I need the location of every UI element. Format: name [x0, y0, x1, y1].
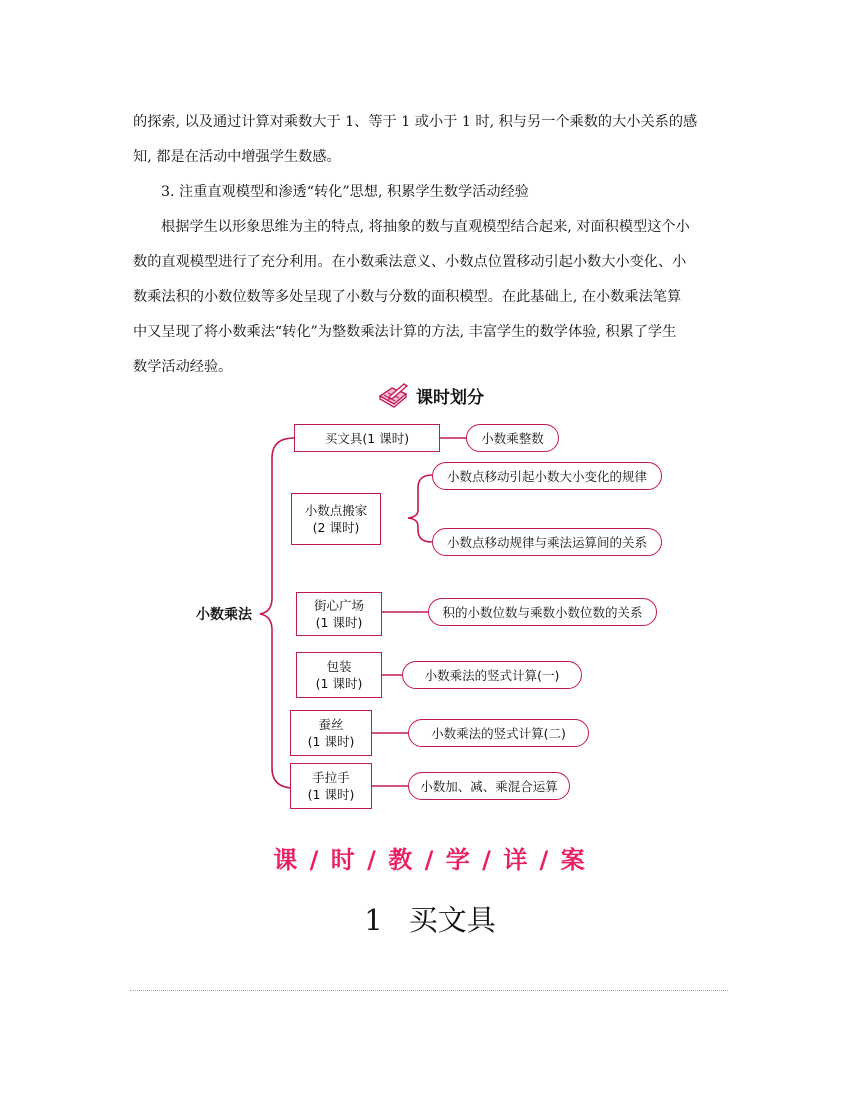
unit-name: 蚕丝: [318, 717, 344, 732]
schedule-title: 课时划分: [416, 387, 484, 408]
topic-pill: 小数乘整数: [466, 424, 559, 452]
unit-name: 街心广场: [313, 598, 364, 613]
topic-pill: 小数乘法的竖式计算(二): [408, 719, 589, 747]
text-line: 的探索, 以及通过计算对乘数大于 1、等于 1 或小于 1 时, 积与另一个乘数的大小关系的感: [133, 114, 698, 130]
text-line: 根据学生以形象思维为主的特点, 将抽象的数与直观模型结合起来, 对面积模型这个小: [161, 219, 690, 235]
unit-box-6: [290, 763, 372, 809]
unit-hours: (2 课时): [312, 520, 360, 535]
root-label: 小数乘法: [196, 607, 252, 623]
dotted-divider: [130, 990, 728, 991]
lesson-number: 1: [364, 903, 383, 937]
topic-pill: 小数点移动规律与乘法运算间的关系: [432, 528, 662, 556]
text-line: 数乘法积的小数位数等多处呈现了小数与分数的面积模型。在此基础上, 在小数乘法笔算: [133, 289, 682, 305]
topic-pill: 积的小数位数与乘数小数位数的关系: [428, 598, 657, 626]
unit-hours: (1 课时): [307, 787, 355, 802]
section-banner: 课 / 时 / 教 / 学 / 详 / 案: [273, 846, 587, 874]
unit-hours: (1 课时): [307, 734, 355, 749]
unit-hours: (1 课时): [315, 676, 363, 691]
topic-pill: 小数加、减、乘混合运算: [408, 772, 570, 800]
text-line: 中又呈现了将小数乘法“转化”为整数乘法计算的方法, 丰富学生的数学体验, 积累了学生: [133, 324, 677, 340]
unit-box-5: [290, 710, 372, 756]
unit-box-2: [291, 493, 381, 545]
lesson-name: 买文具: [408, 903, 496, 937]
section-3-heading: 3. 注重直观模型和渗透“转化”思想, 积累学生数学活动经验: [161, 184, 529, 200]
unit-name: 买文具(1 课时): [324, 430, 410, 446]
topic-pill: 小数乘法的竖式计算(一): [402, 661, 582, 689]
unit-name: 小数点搬家: [304, 503, 368, 518]
unit-hours: (1 课时): [315, 615, 363, 630]
unit-box-1: [294, 424, 440, 452]
text-line: 数的直观模型进行了充分利用。在小数乘法意义、小数点位置移动引起小数大小变化、小: [133, 254, 687, 270]
text-line: 知, 都是在活动中增强学生数感。: [133, 149, 341, 165]
lesson-title: [0, 898, 860, 939]
unit-name: 手拉手: [312, 770, 350, 785]
unit-box-4: [296, 652, 382, 698]
unit-box-3: [296, 592, 382, 636]
text-line: 数学活动经验。: [133, 359, 233, 375]
topic-pill: 小数点移动引起小数大小变化的规律: [432, 462, 662, 490]
unit-name: 包装: [326, 659, 352, 674]
